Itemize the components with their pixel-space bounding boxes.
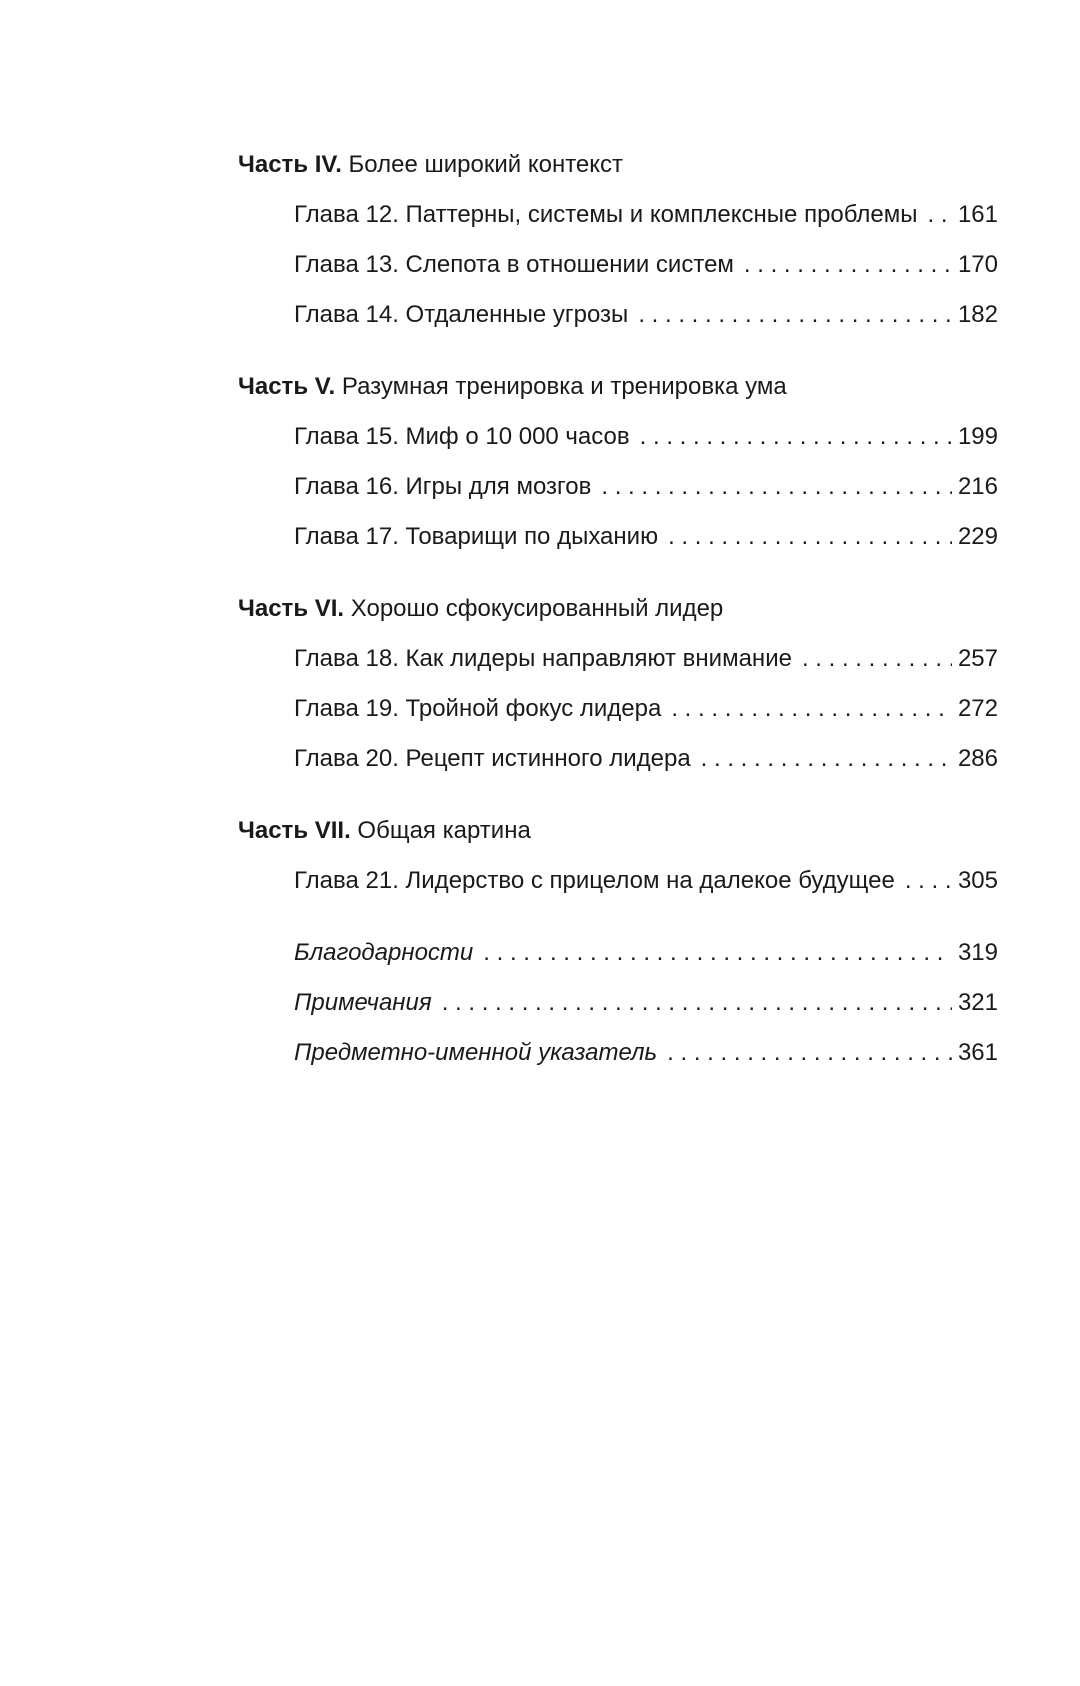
toc-entry	[294, 1036, 998, 1070]
part-heading	[238, 814, 998, 848]
page-number: 272	[957, 695, 998, 722]
page-number: 257	[957, 645, 998, 672]
chapter-title: Глава 21. Лидерство с прицелом на далекое будущее	[294, 867, 895, 894]
back-matter-title: Благодарности	[294, 939, 474, 966]
toc-entry	[294, 470, 998, 504]
part-heading	[238, 370, 998, 404]
part-heading	[238, 592, 998, 626]
back-matter	[238, 936, 998, 1070]
dot-leader	[667, 1036, 952, 1070]
part-title: Хорошо сфокусированный лидер	[350, 595, 724, 622]
page-number: 286	[957, 745, 998, 772]
chapter-title: Глава 19. Тройной фокус лидера	[294, 695, 662, 722]
chapter-title: Глава 16. Игры для мозгов	[294, 473, 592, 500]
toc-entry	[294, 936, 998, 970]
toc-part	[238, 370, 998, 554]
toc-entry	[294, 520, 998, 554]
dot-leader	[601, 470, 952, 504]
dot-leader	[744, 248, 952, 282]
dot-leader	[905, 864, 952, 898]
dot-leader	[668, 520, 952, 554]
chapter-title: Глава 15. Миф о 10 000 часов	[294, 423, 630, 450]
page-number: 229	[957, 523, 998, 550]
dot-leader	[638, 298, 952, 332]
dot-leader	[701, 742, 952, 776]
chapter-title: Глава 14. Отдаленные угрозы	[294, 301, 629, 328]
toc-entry	[294, 642, 998, 676]
dot-leader	[640, 420, 952, 454]
toc-entry	[294, 864, 998, 898]
page-number: 321	[957, 989, 998, 1016]
part-label: Часть V.	[238, 373, 336, 400]
chapter-title: Глава 17. Товарищи по дыханию	[294, 523, 659, 550]
toc-part	[238, 148, 998, 332]
part-title: Разумная тренировка и тренировка ума	[341, 373, 787, 400]
part-label: Часть VII.	[238, 817, 351, 844]
toc-entry	[294, 692, 998, 726]
dot-leader	[928, 198, 952, 232]
toc-part	[238, 814, 998, 898]
page-number: 182	[957, 301, 998, 328]
toc-entry	[294, 248, 998, 282]
chapter-title: Глава 13. Слепота в отношении систем	[294, 251, 734, 278]
page-number: 199	[957, 423, 998, 450]
page-number: 305	[957, 867, 998, 894]
page-number: 170	[957, 251, 998, 278]
toc-entry	[294, 198, 998, 232]
toc-part	[238, 592, 998, 776]
dot-leader	[442, 986, 952, 1020]
chapter-title: Глава 18. Как лидеры направляют внимание	[294, 645, 792, 672]
dot-leader	[483, 936, 952, 970]
back-matter-title: Примечания	[294, 989, 432, 1016]
dot-leader	[671, 692, 952, 726]
chapter-title: Глава 20. Рецепт истинного лидера	[294, 745, 691, 772]
page-number: 216	[957, 473, 998, 500]
toc-entry	[294, 742, 998, 776]
part-heading	[238, 148, 998, 182]
chapter-title: Глава 12. Паттерны, системы и комплексные проблемы	[294, 201, 918, 228]
toc-entry	[294, 986, 998, 1020]
dot-leader	[802, 642, 952, 676]
back-matter-title: Предметно-именной указатель	[294, 1039, 658, 1066]
toc-entry	[294, 298, 998, 332]
page-number: 161	[957, 201, 998, 228]
part-label: Часть VI.	[238, 595, 345, 622]
part-title: Более широкий контекст	[348, 151, 624, 178]
page-number: 361	[957, 1039, 998, 1066]
part-label: Часть IV.	[238, 151, 342, 178]
toc-entry	[294, 420, 998, 454]
table-of-contents	[238, 148, 998, 1070]
page-number: 319	[957, 939, 998, 966]
part-title: Общая картина	[357, 817, 531, 844]
